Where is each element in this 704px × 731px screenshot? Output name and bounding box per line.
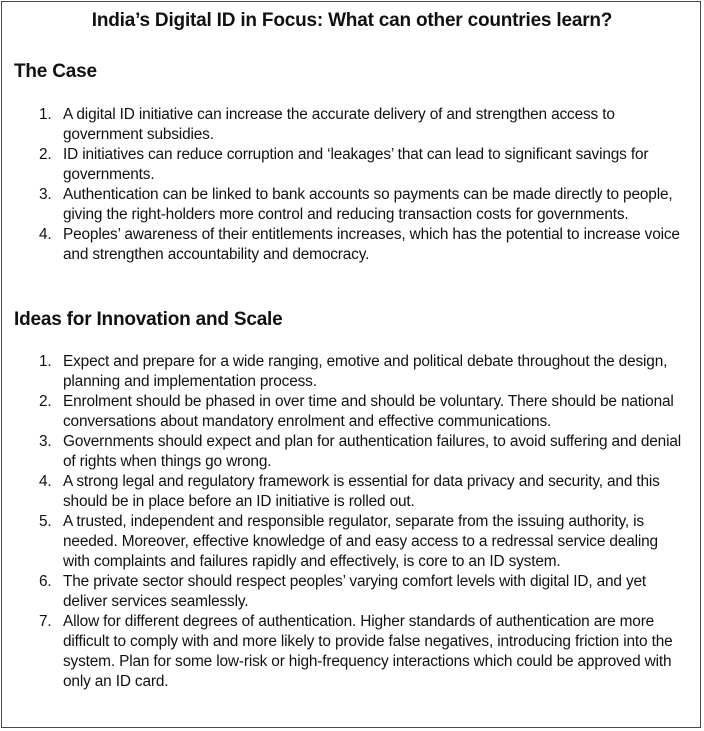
list-text: Allow for different degrees of authentication. Higher standards of authentication are more difficult to comply with and more likely to provide false negatives, introducing friction into the system. Plan for some low-risk or high-frequency interactions which could be approved with only an ID card. [63, 613, 673, 690]
list-item [2, 472, 702, 512]
list-item [2, 432, 702, 472]
section-heading-the-case: The Case [14, 61, 97, 82]
list-number: 2. [39, 393, 52, 410]
list-item [2, 185, 702, 225]
list-number: 1. [39, 106, 52, 123]
list-text: Peoples’ awareness of their entitlements increases, which has the potential to increase voice and strengthen accountability and democracy. [63, 226, 680, 263]
list-text: A strong legal and regulatory framework is essential for data privacy and security, and this should be in place before an ID initiative is rolled out. [63, 473, 660, 510]
list-item [2, 392, 702, 432]
list-number: 2. [39, 146, 52, 163]
list-text: Expect and prepare for a wide ranging, emotive and political debate throughout the design, planning and implementation process. [63, 353, 668, 390]
list-number: 4. [39, 473, 52, 490]
list-number: 3. [39, 186, 52, 203]
list-text: A digital ID initiative can increase the accurate delivery of and strengthen access to government subsidies. [63, 106, 615, 143]
list-text: The private sector should respect peoples’ varying comfort levels with digital ID, and yet deliver services seamlessly. [63, 573, 647, 610]
list-item [2, 352, 702, 392]
list-number: 1. [39, 353, 52, 370]
list-text: A trusted, independent and responsible regulator, separate from the issuing authority, is needed. Moreover, effective knowledge of and easy access to a redressal service dealing with complaints and failures rapidly and effectively, is core to an ID system. [63, 513, 658, 570]
case-list [2, 105, 702, 265]
list-item [2, 512, 702, 572]
ideas-list [2, 352, 702, 692]
list-item [2, 145, 702, 185]
section-heading-ideas: Ideas for Innovation and Scale [14, 309, 283, 330]
list-text: Enrolment should be phased in over time and should be voluntary. There should be national conversations about mandatory enrolment and effective communications. [63, 393, 674, 430]
document-title: India’s Digital ID in Focus: What can other countries learn? [91, 10, 613, 31]
list-item [2, 612, 702, 692]
list-text: ID initiatives can reduce corruption and ‘leakages’ that can lead to significant savings for governments. [63, 146, 649, 183]
list-text: Authentication can be linked to bank accounts so payments can be made directly to people, giving the right-holders more control and reducing transaction costs for governments. [63, 186, 673, 223]
list-item [2, 225, 702, 265]
list-number: 5. [39, 513, 52, 530]
document-box [1, 1, 701, 728]
list-number: 7. [39, 613, 52, 630]
list-item [2, 105, 702, 145]
list-number: 3. [39, 433, 52, 450]
list-number: 4. [39, 226, 52, 243]
list-number: 6. [39, 573, 52, 590]
list-text: Governments should expect and plan for authentication failures, to avoid suffering and denial of rights when things go wrong. [63, 433, 682, 470]
list-item [2, 572, 702, 612]
